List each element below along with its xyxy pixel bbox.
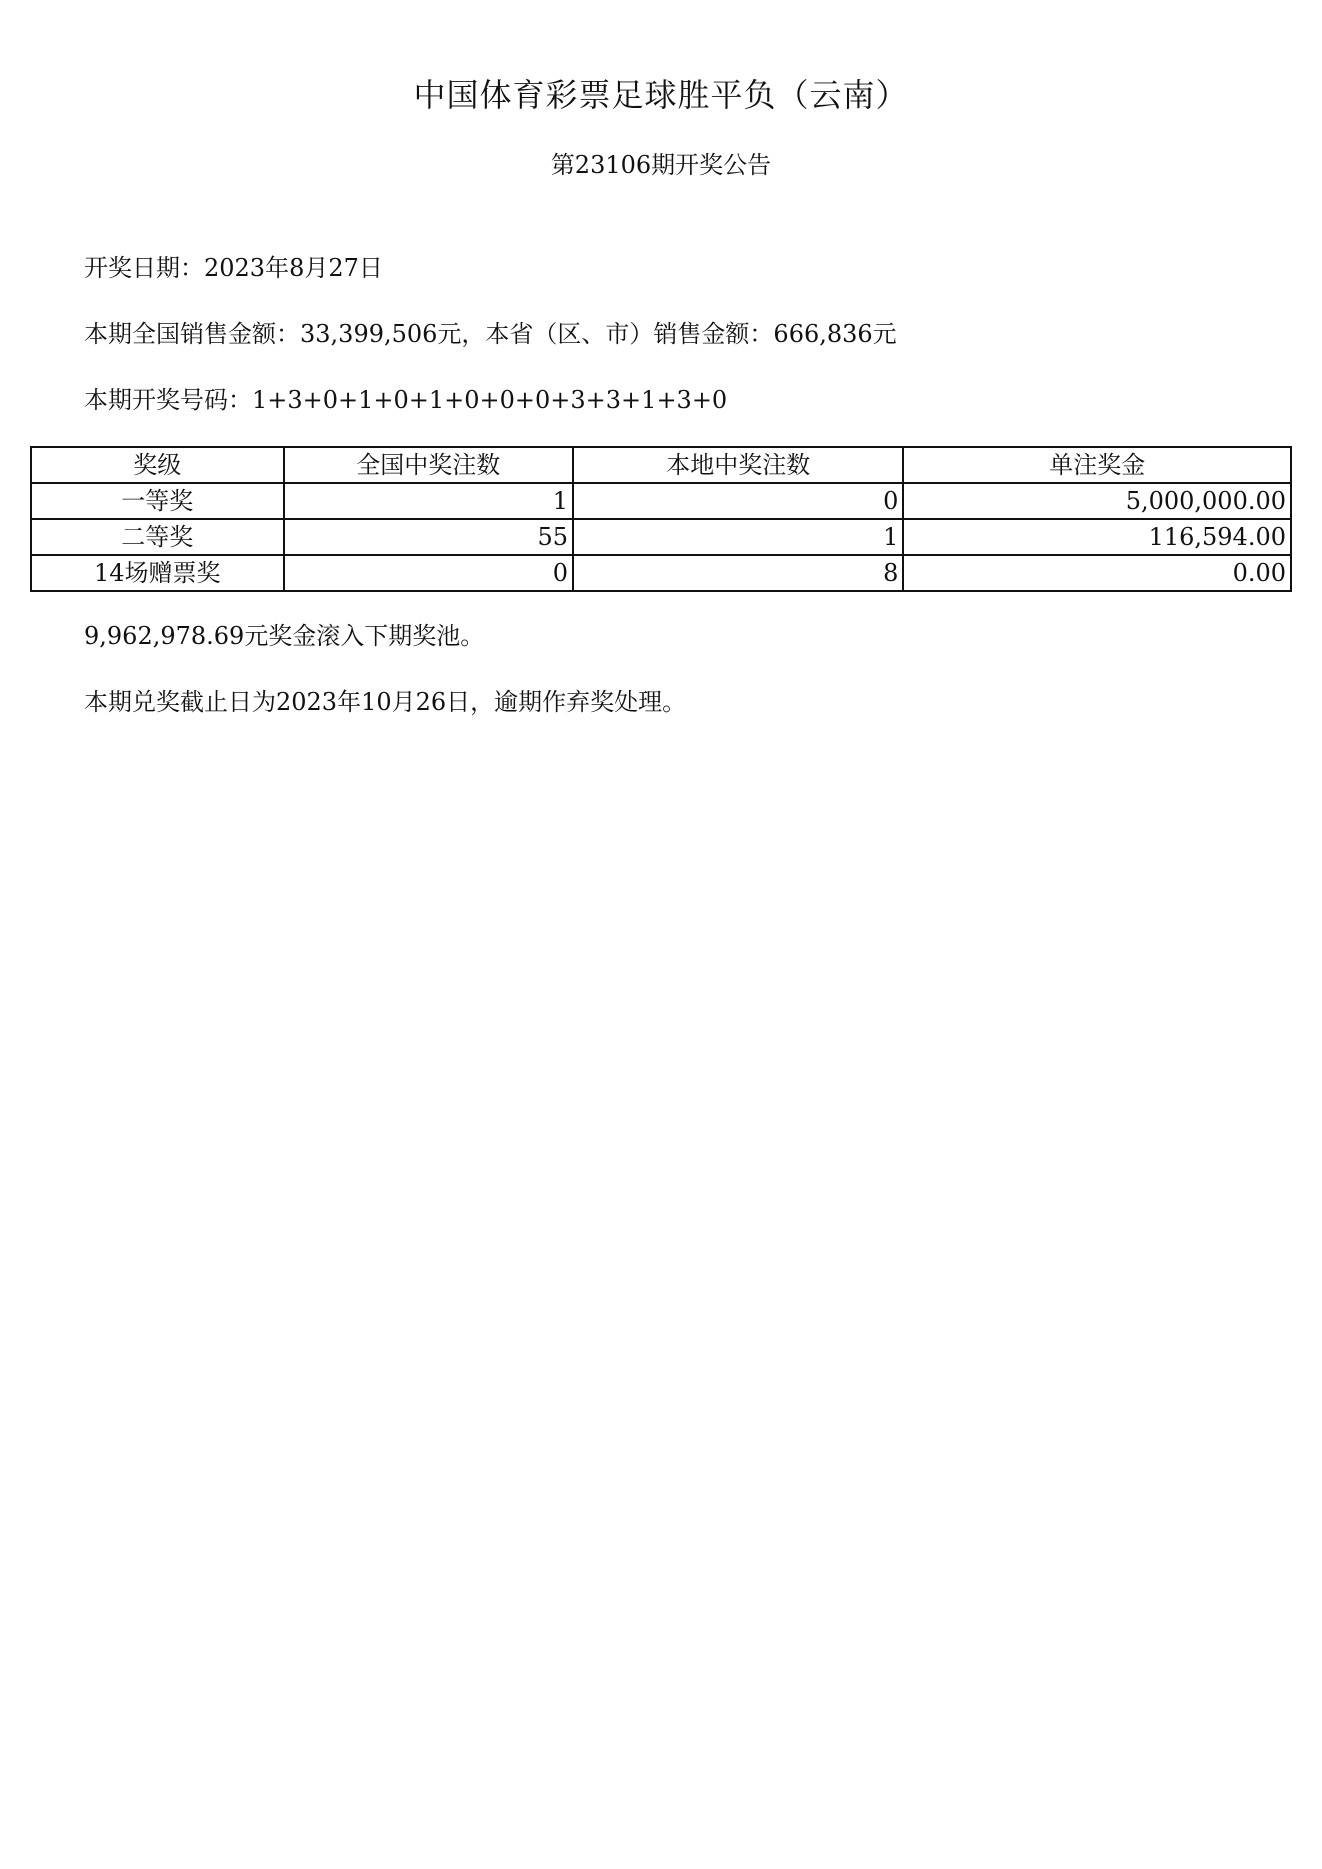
sales-local-label: ，本省（区、市）销售金额：: [461, 320, 774, 348]
table-row: [31, 519, 1291, 555]
sales-national-label: 本期全国销售金额：: [84, 320, 300, 348]
cell-prize-amount: 5,000,000.00: [903, 483, 1291, 519]
winning-numbers-label: 本期开奖号码：: [84, 386, 252, 414]
cell-local-count: 0: [573, 483, 903, 519]
cell-local-count: 8: [573, 555, 903, 591]
draw-date-label: 开奖日期：: [84, 254, 204, 282]
sales-line: [84, 314, 897, 349]
sales-national-value: 33,399,506元: [300, 320, 462, 348]
cell-level: 一等奖: [31, 483, 284, 519]
draw-date-value: 2023年8月27日: [204, 254, 383, 282]
header-prize-amount: 单注奖金: [903, 447, 1291, 483]
prize-table: [30, 446, 1292, 592]
cell-national-count: 0: [284, 555, 573, 591]
sales-local-value: 666,836元: [773, 320, 897, 348]
winning-numbers-line: [84, 380, 727, 415]
rollover-note: 9,962,978.69元奖金滚入下期奖池。: [84, 622, 485, 650]
table-row: [31, 555, 1291, 591]
cell-national-count: 1: [284, 483, 573, 519]
page-title: 中国体育彩票足球胜平负（云南）: [413, 76, 909, 114]
header-local-count: 本地中奖注数: [573, 447, 903, 483]
cell-local-count: 1: [573, 519, 903, 555]
deadline-note: 本期兑奖截止日为2023年10月26日，逾期作弃奖处理。: [84, 688, 687, 716]
table-row: [31, 483, 1291, 519]
cell-level: 14场赠票奖: [31, 555, 284, 591]
issue-subtitle: 第23106期开奖公告: [550, 151, 772, 179]
cell-prize-amount: 0.00: [903, 555, 1291, 591]
cell-level: 二等奖: [31, 519, 284, 555]
cell-national-count: 55: [284, 519, 573, 555]
header-level: 奖级: [31, 447, 284, 483]
table-header-row: [31, 447, 1291, 483]
header-national-count: 全国中奖注数: [284, 447, 573, 483]
draw-date-line: [84, 248, 383, 283]
cell-prize-amount: 116,594.00: [903, 519, 1291, 555]
winning-numbers-value: 1+3+0+1+0+1+0+0+0+3+3+1+3+0: [252, 386, 728, 414]
